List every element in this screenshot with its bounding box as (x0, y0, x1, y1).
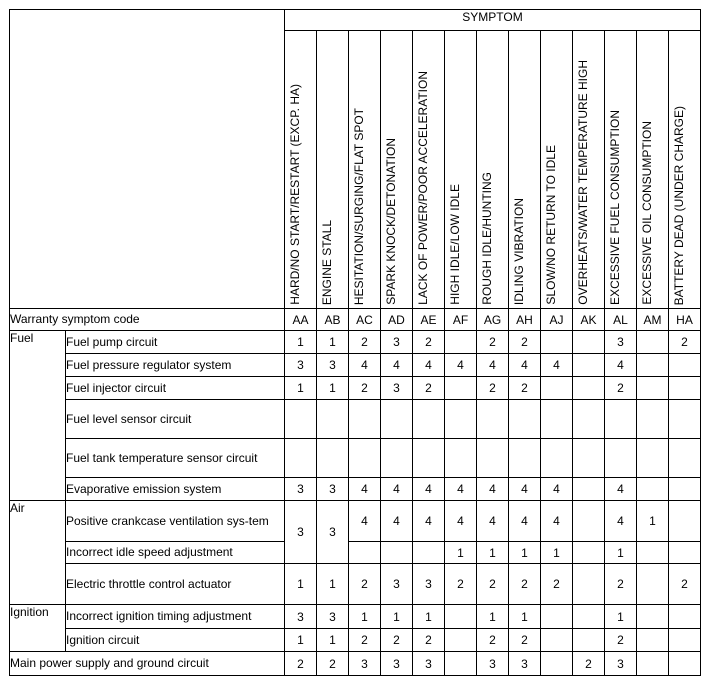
matrix-cell (669, 377, 701, 400)
matrix-cell (637, 400, 669, 439)
matrix-cell: 4 (541, 501, 573, 542)
matrix-cell (381, 400, 413, 439)
matrix-cell (637, 652, 669, 676)
symptom-header (413, 31, 445, 309)
matrix-cell: 2 (285, 652, 317, 676)
row-label: Incorrect idle speed adjustment (66, 542, 285, 564)
matrix-cell: 3 (381, 564, 413, 605)
table-row (10, 564, 701, 605)
matrix-cell: 2 (509, 331, 541, 354)
symptom-header (445, 31, 477, 309)
table-row (10, 478, 701, 501)
matrix-cell (573, 605, 605, 629)
warranty-code: AB (317, 309, 349, 331)
row-label: Fuel injector circuit (66, 377, 285, 400)
symptom-title: SYMPTOM (285, 10, 701, 31)
row-label: Main power supply and ground circuit (10, 652, 285, 676)
matrix-cell (445, 439, 477, 478)
warranty-code: AH (509, 309, 541, 331)
matrix-cell: 1 (317, 629, 349, 652)
matrix-cell (573, 400, 605, 439)
matrix-cell (573, 478, 605, 501)
matrix-cell: 1 (349, 605, 381, 629)
matrix-cell: 1 (605, 605, 637, 629)
matrix-cell: 1 (413, 605, 445, 629)
symptom-label: HIGH IDLE/LOW IDLE (448, 184, 462, 305)
matrix-cell: 3 (285, 354, 317, 377)
table-row (10, 331, 701, 354)
matrix-cell: 2 (573, 652, 605, 676)
matrix-cell: 1 (317, 564, 349, 605)
matrix-cell: 3 (381, 331, 413, 354)
matrix-cell: 2 (413, 377, 445, 400)
matrix-cell: 2 (605, 564, 637, 605)
matrix-cell: 2 (317, 652, 349, 676)
matrix-cell: 2 (413, 629, 445, 652)
warranty-code: AE (413, 309, 445, 331)
matrix-cell (413, 542, 445, 564)
matrix-cell (477, 400, 509, 439)
symptom-header (669, 31, 701, 309)
matrix-cell: 4 (445, 501, 477, 542)
matrix-cell: 1 (477, 605, 509, 629)
matrix-cell (509, 400, 541, 439)
matrix-cell (669, 652, 701, 676)
matrix-cell: 1 (445, 542, 477, 564)
group-label: Fuel (10, 331, 66, 501)
symptom-header (637, 31, 669, 309)
matrix-cell (541, 629, 573, 652)
table-row (10, 652, 701, 676)
matrix-cell: 3 (413, 652, 445, 676)
matrix-cell: 1 (381, 605, 413, 629)
matrix-cell: 4 (605, 478, 637, 501)
warranty-code: HA (669, 309, 701, 331)
matrix-cell: 4 (541, 354, 573, 377)
matrix-cell (637, 478, 669, 501)
matrix-cell: 2 (669, 331, 701, 354)
matrix-cell (573, 501, 605, 542)
matrix-cell (445, 629, 477, 652)
matrix-cell (573, 377, 605, 400)
matrix-cell: 1 (477, 542, 509, 564)
matrix-cell: 3 (381, 652, 413, 676)
matrix-cell: 2 (509, 564, 541, 605)
matrix-cell: 4 (413, 478, 445, 501)
matrix-cell (381, 542, 413, 564)
matrix-cell: 4 (477, 478, 509, 501)
matrix-cell (637, 542, 669, 564)
table-row (10, 400, 701, 439)
matrix-cell (317, 400, 349, 439)
matrix-cell: 1 (637, 501, 669, 542)
matrix-cell: 2 (477, 564, 509, 605)
matrix-cell: 2 (349, 377, 381, 400)
matrix-cell: 1 (285, 331, 317, 354)
matrix-cell: 1 (509, 542, 541, 564)
matrix-cell: 4 (413, 501, 445, 542)
matrix-cell (349, 439, 381, 478)
table-row (10, 377, 701, 400)
matrix-cell (637, 605, 669, 629)
symptom-label: BATTERY DEAD (UNDER CHARGE) (672, 105, 686, 305)
matrix-cell: 2 (669, 564, 701, 605)
matrix-cell (637, 439, 669, 478)
matrix-cell: 4 (509, 501, 541, 542)
matrix-cell: 2 (413, 331, 445, 354)
warranty-code: AK (573, 309, 605, 331)
matrix-cell: 2 (349, 564, 381, 605)
warranty-code: AJ (541, 309, 573, 331)
matrix-cell: 4 (349, 478, 381, 501)
matrix-cell: 3 (285, 605, 317, 629)
matrix-cell (573, 439, 605, 478)
symptom-header (285, 31, 317, 309)
matrix-cell (605, 400, 637, 439)
matrix-cell (445, 652, 477, 676)
symptom-label: IDLING VIBRATION (512, 197, 526, 305)
matrix-cell (541, 439, 573, 478)
matrix-cell: 1 (605, 542, 637, 564)
matrix-cell: 4 (509, 478, 541, 501)
row-label: Electric throttle control actuator (66, 564, 285, 605)
matrix-cell (669, 354, 701, 377)
matrix-cell: 2 (477, 331, 509, 354)
matrix-cell: 2 (349, 331, 381, 354)
matrix-cell (541, 605, 573, 629)
matrix-cell (317, 439, 349, 478)
warranty-label: Warranty symptom code (10, 309, 285, 331)
matrix-cell (669, 400, 701, 439)
matrix-cell (605, 439, 637, 478)
symptom-label: SLOW/NO RETURN TO IDLE (544, 145, 558, 305)
matrix-cell (413, 400, 445, 439)
symptom-label: LACK OF POWER/POOR ACCELERATION (416, 71, 430, 305)
matrix-cell: 4 (349, 501, 381, 542)
matrix-cell: 2 (477, 377, 509, 400)
matrix-cell: 3 (317, 605, 349, 629)
matrix-cell: 3 (285, 478, 317, 501)
row-label: Evaporative emission system (66, 478, 285, 501)
matrix-cell: 4 (445, 354, 477, 377)
symptom-label: OVERHEATS/WATER TEMPERATURE HIGH (576, 60, 590, 305)
symptom-header (477, 31, 509, 309)
matrix-cell: 2 (445, 564, 477, 605)
matrix-cell: 2 (509, 377, 541, 400)
matrix-cell (573, 354, 605, 377)
table-row (10, 605, 701, 629)
warranty-row (10, 309, 701, 331)
matrix-cell: 1 (285, 564, 317, 605)
symptom-label: ROUGH IDLE/HUNTING (480, 172, 494, 305)
matrix-cell: 4 (605, 354, 637, 377)
row-label: Positive crankcase ventilation sys-tem (66, 501, 285, 542)
symptom-label: EXCESSIVE FUEL CONSUMPTION (608, 110, 622, 305)
row-label: Incorrect ignition timing adjustment (66, 605, 285, 629)
matrix-cell (541, 400, 573, 439)
matrix-cell: 4 (413, 354, 445, 377)
warranty-code: AL (605, 309, 637, 331)
matrix-cell: 2 (381, 629, 413, 652)
symptom-header (349, 31, 381, 309)
warranty-code: AF (445, 309, 477, 331)
header-corner (10, 10, 285, 309)
matrix-cell: 2 (605, 629, 637, 652)
symptom-label: ENGINE STALL (320, 219, 334, 305)
matrix-cell (637, 377, 669, 400)
row-label: Ignition circuit (66, 629, 285, 652)
symptom-label: EXCESSIVE OIL CONSUMPTION (640, 121, 654, 305)
matrix-cell: 4 (381, 354, 413, 377)
matrix-cell: 2 (349, 629, 381, 652)
matrix-cell (445, 331, 477, 354)
header-row (10, 10, 701, 31)
matrix-cell (669, 605, 701, 629)
matrix-cell: 4 (605, 501, 637, 542)
matrix-cell (477, 439, 509, 478)
matrix-cell: 2 (541, 564, 573, 605)
row-label: Fuel level sensor circuit (66, 400, 285, 439)
matrix-cell (669, 478, 701, 501)
group-label: Ignition (10, 605, 66, 652)
matrix-cell (637, 331, 669, 354)
matrix-cell: 3 (509, 652, 541, 676)
matrix-cell (573, 629, 605, 652)
matrix-cell (285, 400, 317, 439)
matrix-cell: 4 (541, 478, 573, 501)
table-row (10, 501, 701, 542)
matrix-cell: 1 (285, 377, 317, 400)
matrix-cell: 4 (509, 354, 541, 377)
matrix-cell: 3 (477, 652, 509, 676)
matrix-cell: 2 (605, 377, 637, 400)
symptom-header (573, 31, 605, 309)
table-row (10, 439, 701, 478)
matrix-cell: 3 (349, 652, 381, 676)
group-label: Air (10, 501, 66, 605)
row-label: Fuel pump circuit (66, 331, 285, 354)
matrix-cell: 3 (285, 501, 317, 564)
matrix-cell (541, 377, 573, 400)
matrix-cell: 3 (413, 564, 445, 605)
matrix-cell (573, 564, 605, 605)
symptom-matrix-table (9, 9, 701, 676)
matrix-cell: 2 (509, 629, 541, 652)
symptom-header (509, 31, 541, 309)
matrix-cell (445, 605, 477, 629)
table-row (10, 354, 701, 377)
matrix-cell (573, 331, 605, 354)
matrix-cell (285, 439, 317, 478)
symptom-header (605, 31, 637, 309)
matrix-cell (349, 542, 381, 564)
matrix-cell (637, 564, 669, 605)
matrix-cell (381, 439, 413, 478)
table-row (10, 629, 701, 652)
row-label: Fuel tank temperature sensor circuit (66, 439, 285, 478)
matrix-cell (349, 400, 381, 439)
matrix-cell (669, 629, 701, 652)
warranty-code: AA (285, 309, 317, 331)
matrix-cell: 3 (605, 652, 637, 676)
symptom-label: HARD/NO START/RESTART (EXCP. HA) (288, 84, 302, 305)
matrix-cell (541, 652, 573, 676)
matrix-cell: 4 (381, 501, 413, 542)
row-label: Fuel pressure regulator system (66, 354, 285, 377)
matrix-cell: 4 (477, 354, 509, 377)
matrix-cell (445, 377, 477, 400)
matrix-cell: 4 (445, 478, 477, 501)
matrix-cell (637, 629, 669, 652)
matrix-cell (637, 354, 669, 377)
warranty-code: AG (477, 309, 509, 331)
matrix-cell: 4 (349, 354, 381, 377)
warranty-code: AM (637, 309, 669, 331)
symptom-header (541, 31, 573, 309)
matrix-cell: 4 (477, 501, 509, 542)
matrix-cell (413, 439, 445, 478)
matrix-cell: 1 (285, 629, 317, 652)
matrix-cell (669, 439, 701, 478)
matrix-cell: 1 (317, 377, 349, 400)
matrix-cell: 3 (381, 377, 413, 400)
matrix-cell (669, 542, 701, 564)
symptom-label: HESITATION/SURGING/FLAT SPOT (352, 107, 366, 305)
matrix-cell (509, 439, 541, 478)
symptom-header (381, 31, 413, 309)
matrix-cell: 1 (541, 542, 573, 564)
matrix-cell (573, 542, 605, 564)
table-row (10, 542, 701, 564)
matrix-cell: 3 (317, 478, 349, 501)
matrix-cell: 1 (509, 605, 541, 629)
warranty-code: AD (381, 309, 413, 331)
symptom-header (317, 31, 349, 309)
matrix-cell (669, 501, 701, 542)
matrix-cell: 3 (605, 331, 637, 354)
warranty-code: AC (349, 309, 381, 331)
matrix-cell (445, 400, 477, 439)
matrix-cell: 2 (477, 629, 509, 652)
symptom-label: SPARK KNOCK/DETONATION (384, 138, 398, 305)
matrix-cell: 3 (317, 354, 349, 377)
matrix-cell: 1 (317, 331, 349, 354)
matrix-cell (541, 331, 573, 354)
matrix-cell: 3 (317, 501, 349, 564)
matrix-cell: 4 (381, 478, 413, 501)
